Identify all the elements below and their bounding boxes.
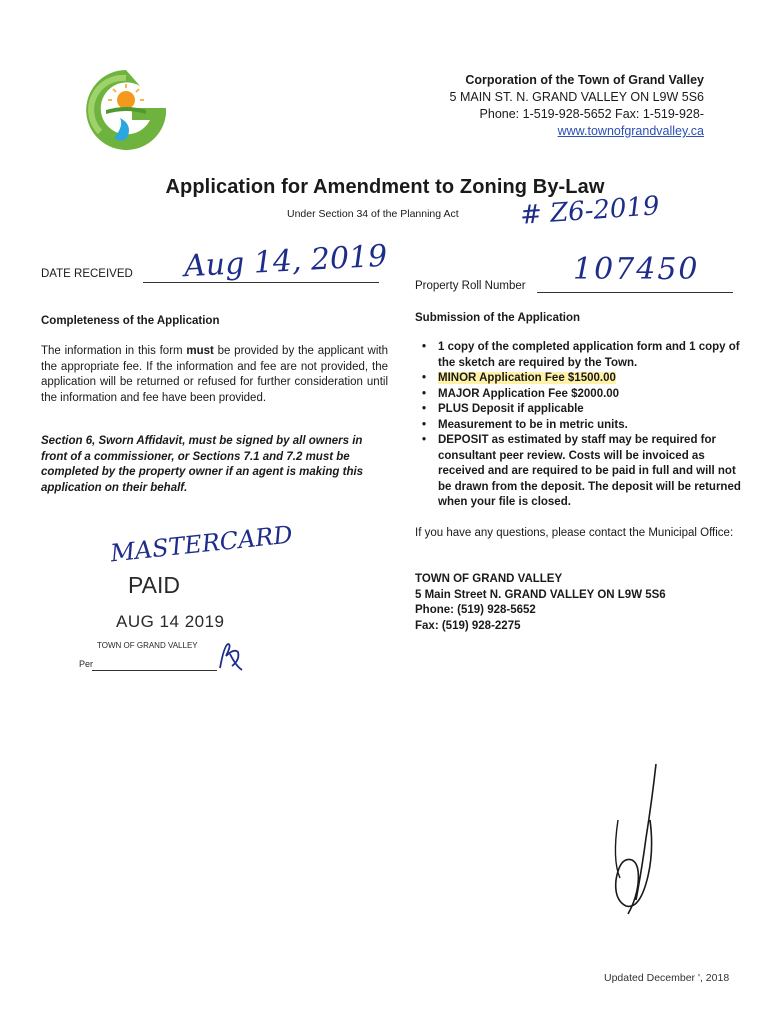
submission-requirements-list [412,340,742,511]
list-item: • MINOR Application Fee $1500.00 [422,372,616,384]
website-link[interactable]: www.townofgrandvalley.ca [557,124,704,138]
affidavit-note: Section 6, Sworn Affidavit, must be signed by all owners in front of a commissioner, or Sections 7.1 and 7.2 must be completed by the property owner if an agent is making this application on their behalf. [41,435,364,494]
form-title: Application for Amendment to Zoning By-Law [165,176,605,198]
completeness-text: The information in this form must be provided by the applicant with the appropriate fee. If the information and fee are not provided, the application will be returned or refused for further consideration until the information and fee have been provided. [41,345,388,404]
list-item: • 1 copy of the completed application form and 1 copy of the sketch are required by the Town. [422,341,740,369]
stamp-town: TOWN OF GRAND VALLEY [97,641,198,650]
contact-intro: If you have any questions, please contact the Municipal Office: [415,527,734,539]
town-logo-icon [80,64,172,158]
form-subtitle: Under Section 34 of the Planning Act [287,208,459,220]
completeness-heading: Completeness of the Application [41,315,220,327]
contact-name: TOWN OF GRAND VALLEY [415,573,563,585]
date-received-label: DATE RECEIVED [41,268,133,280]
stamp-date: AUG 14 2019 [116,612,225,631]
list-item: • Measurement to be in metric units. [422,418,628,431]
contact-block [415,572,666,634]
roll-number-value: 107450 [573,252,700,287]
date-received-value: Aug 14, 2019 [183,238,389,285]
payment-method-handwritten: MASTERCARD [109,520,294,568]
stamp-per-label: Per [79,659,94,669]
handwritten-file-number: # Z6-2019 [519,191,661,231]
updated-date: Updated December ', 2018 [604,972,730,984]
list-item: • MAJOR Application Fee $2000.00 [422,387,620,400]
organization-name: Corporation of the Town of Grand Valley [465,73,704,87]
stamp-signature-line [92,670,217,671]
organization-phone-fax: Phone: 1-519-928-5652 Fax: 1-519-928- [479,107,704,121]
signature-icon [606,760,666,920]
organization-address: 5 MAIN ST. N. GRAND VALLEY ON L9W 5S6 [449,90,704,104]
roll-number-line [537,292,733,293]
organization-header [450,72,704,140]
roll-number-label: Property Roll Number [415,280,526,292]
list-item: • DEPOSIT as estimated by staff may be required for consultant peer review. Costs will be invoiced as received and are required to be paid in full and will not be drawn from the deposit. The deposit will be returned when your file is closed. [422,434,741,508]
date-received-line [143,282,379,283]
submission-heading: Submission of the Application [415,312,581,324]
contact-address: 5 Main Street N. GRAND VALLEY ON L9W 5S6 [415,588,666,601]
contact-fax: Fax: (519) 928-2275 [415,619,521,632]
list-item: • PLUS Deposit if applicable [422,403,584,415]
highlighted-minor-fee: MINOR Application Fee $1500.00 [438,372,616,384]
contact-phone: Phone: (519) 928-5652 [415,604,536,616]
paid-stamp: PAID [128,572,180,598]
initials-icon [214,640,246,674]
